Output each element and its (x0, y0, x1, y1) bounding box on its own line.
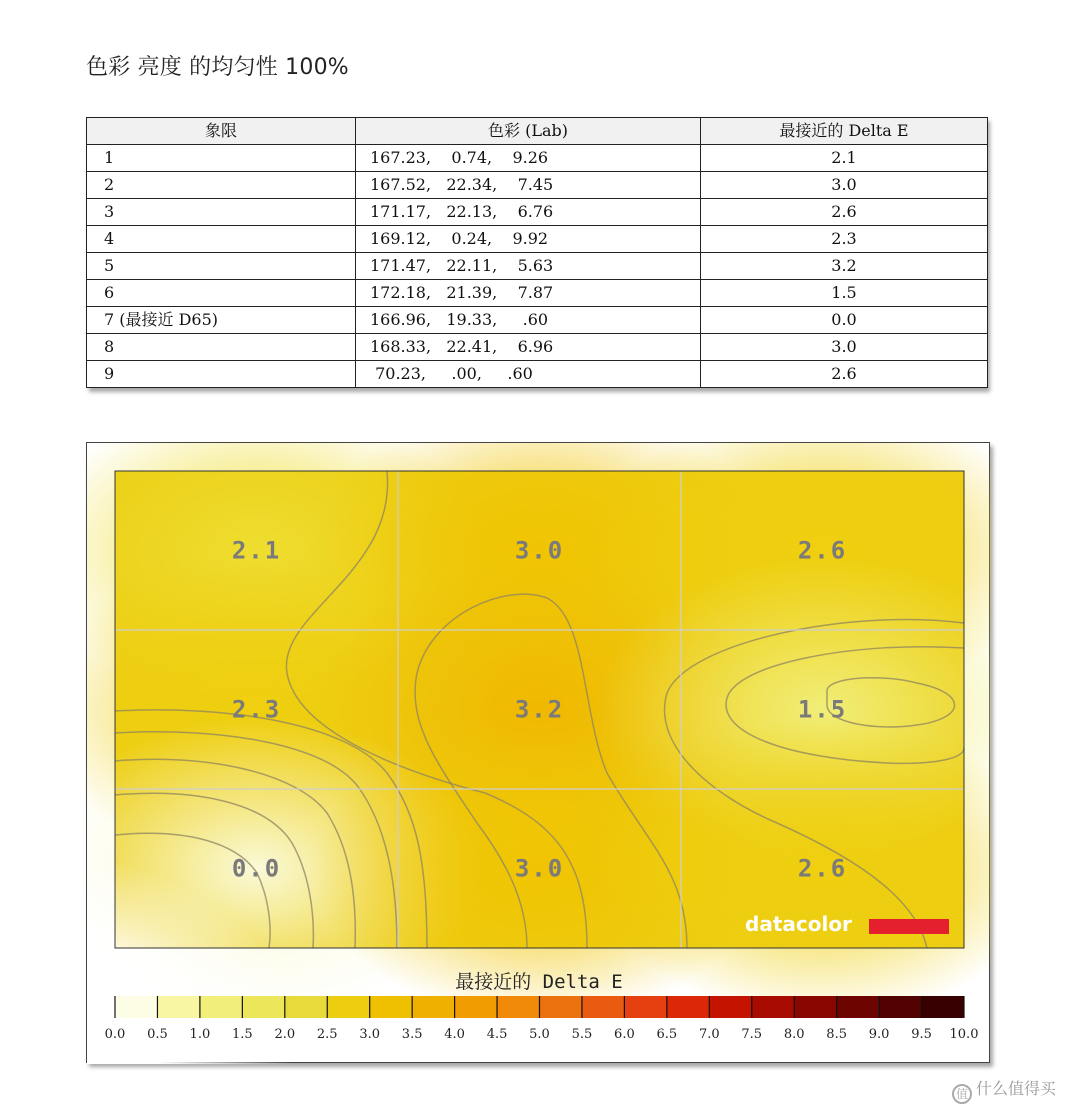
colorbar-label: 最接近的 Delta E (455, 971, 623, 993)
colorbar-tick-label: 3.0 (359, 1027, 381, 1042)
header-delta-e: 最接近的 Delta E (701, 118, 988, 145)
colorbar-tick-label: 3.5 (401, 1027, 423, 1042)
colorbar-segment (667, 996, 710, 1018)
table-row (87, 253, 988, 280)
cell-value-label: 2.1 (231, 536, 282, 565)
cell-quadrant: 7 (最接近 D65) (87, 307, 356, 334)
colorbar-tick-label: 2.0 (274, 1027, 296, 1042)
header-color-lab: 色彩 (Lab) (356, 118, 701, 145)
colorbar-tick-label: 1.0 (189, 1027, 211, 1042)
cell-value-label: 3.0 (514, 854, 565, 883)
table-row (87, 199, 988, 226)
cell-delta-e: 0.0 (701, 307, 988, 334)
cell-color-lab: 169.12, 0.24, 9.92 (356, 226, 701, 253)
colorbar-tick-label: 7.5 (741, 1027, 763, 1042)
colorbar-tick-label: 8.0 (783, 1027, 805, 1042)
cell-quadrant: 3 (87, 199, 356, 226)
cell-quadrant: 2 (87, 172, 356, 199)
uniformity-chart (87, 443, 991, 1064)
cell-delta-e: 2.6 (701, 361, 988, 388)
colorbar-tick-label: 6.0 (614, 1027, 635, 1042)
cell-value-label: 2.6 (797, 536, 848, 565)
colorbar-tick-label: 4.0 (444, 1027, 465, 1042)
colorbar-tick-label: 8.5 (826, 1027, 847, 1042)
colorbar-tick-label: 0.0 (104, 1027, 126, 1042)
colorbar-tick-label: 4.5 (486, 1027, 508, 1042)
colorbar-tick-label: 0.5 (147, 1027, 168, 1042)
colorbar-tick-label: 5.5 (571, 1027, 593, 1042)
page-title: 色彩 亮度 的均匀性 100% (86, 55, 349, 80)
cell-value-label: 2.3 (231, 695, 282, 724)
table-row (87, 307, 988, 334)
table-row (87, 172, 988, 199)
cell-value-label: 3.2 (514, 695, 565, 724)
cell-color-lab: 168.33, 22.41, 6.96 (356, 334, 701, 361)
cell-delta-e: 3.0 (701, 334, 988, 361)
cell-quadrant: 9 (87, 361, 356, 388)
cell-delta-e: 3.0 (701, 172, 988, 199)
colorbar-segment (370, 996, 413, 1018)
colorbar-segment (582, 996, 625, 1018)
colorbar-segment (242, 996, 285, 1018)
cell-color-lab: 166.96, 19.33, .60 (356, 307, 701, 334)
colorbar-segment (285, 996, 328, 1018)
colorbar-tick-label: 6.5 (656, 1027, 678, 1042)
table-row (87, 334, 988, 361)
colorbar-segment (709, 996, 752, 1018)
colorbar-segment (879, 996, 922, 1018)
colorbar-segment (837, 996, 880, 1018)
colorbar-tick-label: 2.5 (316, 1027, 338, 1042)
cell-quadrant: 5 (87, 253, 356, 280)
cell-value-label: 2.6 (797, 854, 848, 883)
cell-value-label: 3.0 (514, 536, 565, 565)
cell-quadrant: 8 (87, 334, 356, 361)
colorbar-segment (624, 996, 667, 1018)
colorbar-tick-label: 1.5 (232, 1027, 253, 1042)
watermark-text: 什么值得买 (976, 1079, 1057, 1098)
cell-quadrant: 6 (87, 280, 356, 307)
colorbar-tick-label: 10.0 (949, 1027, 979, 1042)
cell-color-lab: 172.18, 21.39, 7.87 (356, 280, 701, 307)
cell-value-label: 0.0 (231, 854, 282, 883)
colorbar-tick-label: 9.5 (911, 1027, 932, 1042)
cell-delta-e: 1.5 (701, 280, 988, 307)
cell-delta-e: 2.1 (701, 145, 988, 172)
colorbar-tick-label: 7.0 (698, 1027, 720, 1042)
colorbar-segment (200, 996, 243, 1018)
results-table-wrapper (86, 117, 987, 388)
colorbar-segment (115, 996, 158, 1018)
cell-color-lab: 70.23, .00, .60 (356, 361, 701, 388)
colorbar-segment (157, 996, 200, 1018)
colorbar-segment (922, 996, 965, 1018)
cell-delta-e: 2.6 (701, 199, 988, 226)
cell-color-lab: 171.17, 22.13, 6.76 (356, 199, 701, 226)
colorbar-tick-label: 9.0 (868, 1027, 890, 1042)
table-row (87, 361, 988, 388)
header-quadrant: 象限 (87, 118, 356, 145)
cell-color-lab: 167.23, 0.74, 9.26 (356, 145, 701, 172)
cell-color-lab: 171.47, 22.11, 5.63 (356, 253, 701, 280)
colorbar-segment (752, 996, 795, 1018)
results-table (86, 117, 988, 388)
colorbar-tick-label: 5.0 (529, 1027, 550, 1042)
datacolor-logo-bar (869, 919, 949, 934)
colorbar-segment (455, 996, 498, 1018)
colorbar-segment (327, 996, 370, 1018)
table-row (87, 280, 988, 307)
datacolor-logo: datacolor (745, 912, 852, 936)
cell-quadrant: 1 (87, 145, 356, 172)
cell-quadrant: 4 (87, 226, 356, 253)
cell-delta-e: 3.2 (701, 253, 988, 280)
watermark-icon: 值 (952, 1084, 972, 1104)
table-row (87, 145, 988, 172)
cell-color-lab: 167.52, 22.34, 7.45 (356, 172, 701, 199)
watermark (952, 1076, 1056, 1104)
uniformity-chart-panel (86, 442, 990, 1063)
colorbar-segment (540, 996, 583, 1018)
table-row (87, 226, 988, 253)
table-header-row (87, 118, 988, 145)
colorbar-segment (794, 996, 837, 1018)
cell-delta-e: 2.3 (701, 226, 988, 253)
colorbar-segment (497, 996, 540, 1018)
colorbar-segment (412, 996, 455, 1018)
cell-value-label: 1.5 (797, 695, 848, 724)
